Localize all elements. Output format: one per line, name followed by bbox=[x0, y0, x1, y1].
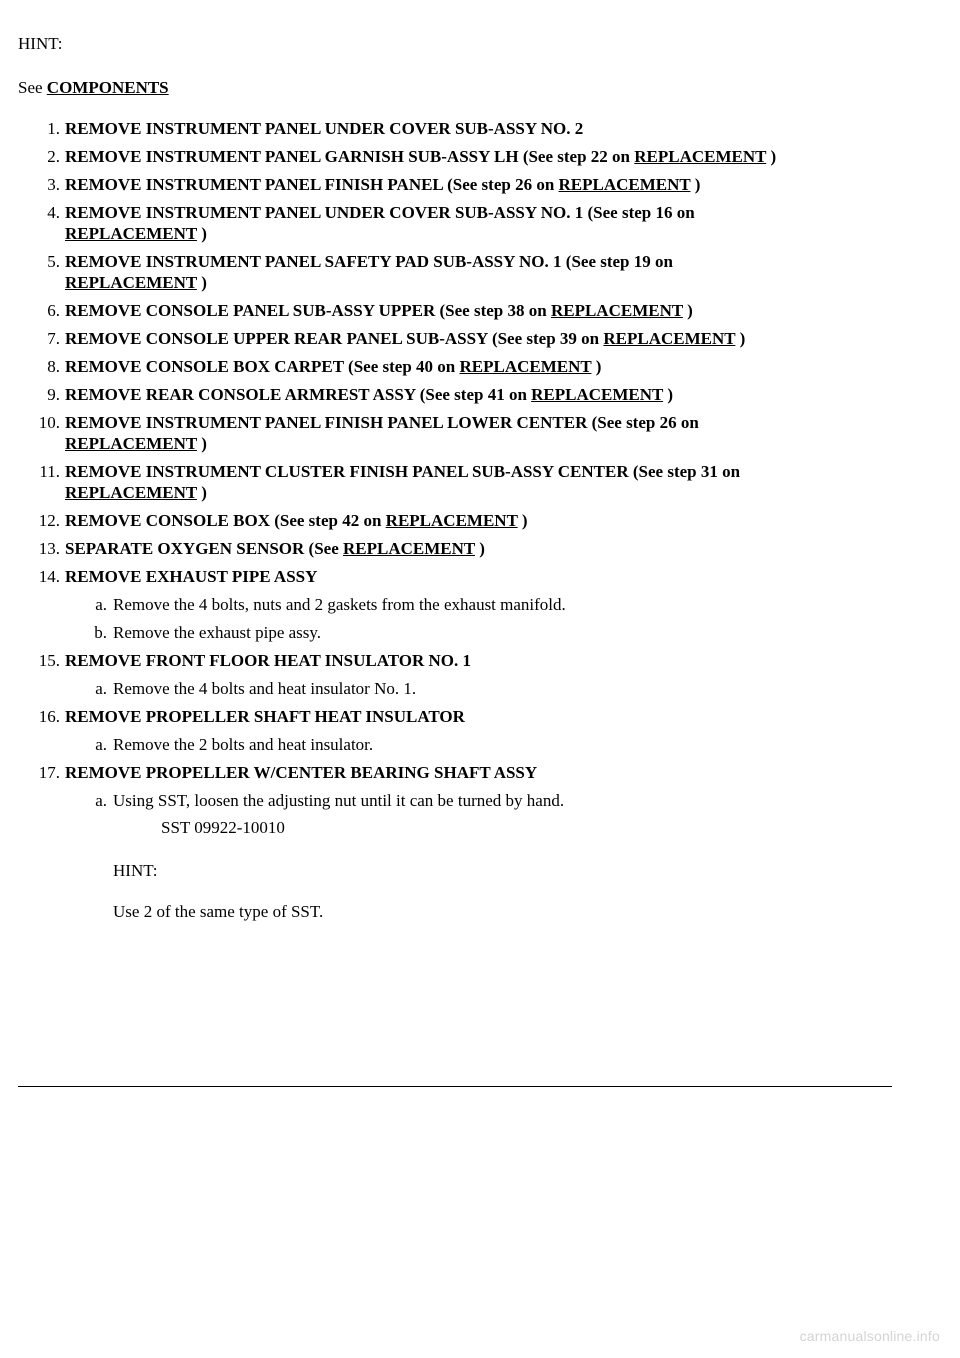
step-item bbox=[0, 762, 900, 922]
step-number: 8. bbox=[47, 357, 60, 376]
step-text bbox=[65, 706, 900, 727]
step-text bbox=[65, 356, 900, 377]
step-suffix: ) bbox=[517, 511, 528, 530]
step-item bbox=[0, 300, 900, 321]
sub-step-letter: a. bbox=[95, 595, 107, 614]
sub-step bbox=[65, 622, 900, 643]
hint-label: HINT: bbox=[113, 861, 158, 880]
sub-step bbox=[65, 734, 900, 755]
sst-block bbox=[113, 817, 900, 838]
watermark: carmanualsonline.info bbox=[799, 1328, 940, 1344]
step-text bbox=[65, 538, 900, 559]
step-title: SEPARATE OXYGEN SENSOR (See bbox=[65, 539, 344, 558]
step-item bbox=[0, 538, 900, 559]
step-title: REMOVE CONSOLE BOX (See step 42 on bbox=[65, 511, 386, 530]
replacement-link[interactable]: REPLACEMENT bbox=[65, 273, 197, 292]
hint-label: HINT: bbox=[18, 34, 63, 53]
step-title: REMOVE INSTRUMENT PANEL FINISH PANEL LOWER CENTER (See step 26 on bbox=[65, 413, 699, 432]
replacement-link[interactable]: REPLACEMENT bbox=[603, 329, 736, 348]
step-number: 9. bbox=[47, 385, 60, 404]
step-item bbox=[0, 412, 900, 454]
step-text bbox=[65, 328, 900, 349]
step-number: 7. bbox=[47, 329, 60, 348]
step-item bbox=[0, 356, 900, 377]
step-title: REMOVE PROPELLER W/CENTER BEARING SHAFT ASSY bbox=[65, 763, 538, 782]
step-text bbox=[65, 650, 900, 671]
step-suffix: ) bbox=[663, 385, 674, 404]
step-title: REMOVE INSTRUMENT CLUSTER FINISH PANEL SUB-ASSY CENTER (See step 31 on bbox=[65, 462, 741, 481]
step-suffix: ) bbox=[690, 175, 701, 194]
step-number: 15. bbox=[38, 651, 60, 670]
replacement-link[interactable]: REPLACEMENT bbox=[65, 434, 197, 453]
step-suffix: ) bbox=[591, 357, 602, 376]
replacement-link[interactable]: REPLACEMENT bbox=[550, 301, 683, 320]
step-text bbox=[65, 566, 900, 587]
step-suffix: ) bbox=[682, 301, 693, 320]
step-text bbox=[65, 510, 900, 531]
step-number: 12. bbox=[38, 511, 60, 530]
step-item bbox=[0, 650, 900, 699]
step-number: 14. bbox=[38, 567, 60, 586]
replacement-link[interactable]: REPLACEMENT bbox=[385, 511, 518, 530]
step-number: 5. bbox=[47, 252, 60, 271]
step-number: 6. bbox=[47, 301, 60, 320]
step-suffix: ) bbox=[196, 483, 207, 502]
step-suffix: ) bbox=[474, 539, 485, 558]
replacement-link[interactable]: REPLACEMENT bbox=[65, 224, 197, 243]
sub-step bbox=[65, 678, 900, 699]
step-text bbox=[65, 300, 900, 321]
step-title: REMOVE FRONT FLOOR HEAT INSULATOR NO. 1 bbox=[65, 651, 472, 670]
step-suffix: ) bbox=[196, 434, 207, 453]
step-title: REMOVE INSTRUMENT PANEL GARNISH SUB-ASSY LH (See step 22 on bbox=[65, 147, 635, 166]
step-text bbox=[65, 174, 900, 195]
step-suffix: ) bbox=[196, 273, 207, 292]
step-title: REMOVE INSTRUMENT PANEL FINISH PANEL (See step 26 on bbox=[65, 175, 559, 194]
sub-steps bbox=[65, 790, 900, 922]
replacement-link[interactable]: REPLACEMENT bbox=[65, 483, 197, 502]
step-suffix: ) bbox=[735, 329, 746, 348]
step-item bbox=[0, 146, 900, 167]
sub-step-text: Remove the 4 bolts, nuts and 2 gaskets from the exhaust manifold. bbox=[113, 595, 566, 614]
see-prefix: See bbox=[18, 78, 43, 97]
step-text bbox=[65, 146, 900, 167]
step-item bbox=[0, 251, 900, 293]
step-text bbox=[65, 118, 900, 139]
step-number: 13. bbox=[38, 539, 60, 558]
sub-step-text: Remove the exhaust pipe assy. bbox=[113, 623, 322, 642]
sub-steps bbox=[65, 734, 900, 755]
step-item bbox=[0, 461, 900, 503]
sst-number: SST 09922-10010 bbox=[161, 818, 285, 837]
sub-steps bbox=[65, 678, 900, 699]
step-number: 11. bbox=[39, 462, 60, 481]
step-item bbox=[0, 706, 900, 755]
step-item bbox=[0, 566, 900, 643]
step-number: 1. bbox=[47, 119, 60, 138]
replacement-link[interactable]: REPLACEMENT bbox=[531, 385, 664, 404]
step-suffix: ) bbox=[766, 147, 777, 166]
replacement-link[interactable]: REPLACEMENT bbox=[634, 147, 767, 166]
step-suffix: ) bbox=[196, 224, 207, 243]
step-title: REMOVE REAR CONSOLE ARMREST ASSY (See step 41 on bbox=[65, 385, 532, 404]
step-item bbox=[0, 510, 900, 531]
step-title: REMOVE INSTRUMENT PANEL UNDER COVER SUB-ASSY NO. 1 (See step 16 on bbox=[65, 203, 695, 222]
replacement-link[interactable]: REPLACEMENT bbox=[459, 357, 592, 376]
step-text bbox=[65, 251, 900, 293]
step-number: 3. bbox=[47, 175, 60, 194]
see-components bbox=[18, 77, 169, 98]
step-number: 17. bbox=[38, 763, 60, 782]
step-text bbox=[65, 762, 900, 783]
step-number: 16. bbox=[38, 707, 60, 726]
step-title: REMOVE INSTRUMENT PANEL UNDER COVER SUB-ASSY NO. 2 bbox=[65, 119, 584, 138]
step-text bbox=[65, 202, 900, 244]
step-title: REMOVE CONSOLE BOX CARPET (See step 40 on bbox=[65, 357, 460, 376]
step-title: REMOVE INSTRUMENT PANEL SAFETY PAD SUB-ASSY NO. 1 (See step 19 on bbox=[65, 252, 673, 271]
components-link[interactable]: COMPONENTS bbox=[46, 78, 169, 97]
divider bbox=[18, 1086, 892, 1087]
step-item bbox=[0, 118, 900, 139]
step-text bbox=[65, 384, 900, 405]
step-text bbox=[65, 461, 900, 503]
procedure-steps bbox=[0, 118, 900, 929]
sub-step-letter: a. bbox=[95, 679, 107, 698]
step-number: 4. bbox=[47, 203, 60, 222]
replacement-link[interactable]: REPLACEMENT bbox=[343, 539, 475, 558]
step-title: REMOVE EXHAUST PIPE ASSY bbox=[65, 567, 318, 586]
sub-steps bbox=[65, 594, 900, 643]
step-title: REMOVE CONSOLE PANEL SUB-ASSY UPPER (See step 38 on bbox=[65, 301, 551, 320]
sub-step bbox=[65, 790, 900, 922]
sub-step bbox=[65, 594, 900, 615]
step-title: REMOVE PROPELLER SHAFT HEAT INSULATOR bbox=[65, 707, 465, 726]
sub-step-letter: a. bbox=[95, 791, 107, 810]
sub-step-text: Using SST, loosen the adjusting nut until it can be turned by hand. bbox=[113, 791, 565, 810]
step-item bbox=[0, 328, 900, 349]
step-number: 2. bbox=[47, 147, 60, 166]
step-item bbox=[0, 384, 900, 405]
replacement-link[interactable]: REPLACEMENT bbox=[558, 175, 691, 194]
sub-step-text: Remove the 2 bolts and heat insulator. bbox=[113, 735, 374, 754]
sub-step-letter: b. bbox=[94, 623, 107, 642]
step-number: 10. bbox=[38, 413, 60, 432]
sub-step-letter: a. bbox=[95, 735, 107, 754]
step-item bbox=[0, 174, 900, 195]
step-text bbox=[65, 412, 900, 454]
sub-step-text: Remove the 4 bolts and heat insulator No. 1. bbox=[113, 679, 417, 698]
step-item bbox=[0, 202, 900, 244]
hint-note: Use 2 of the same type of SST. bbox=[113, 902, 324, 921]
step-title: REMOVE CONSOLE UPPER REAR PANEL SUB-ASSY (See step 39 on bbox=[65, 329, 604, 348]
